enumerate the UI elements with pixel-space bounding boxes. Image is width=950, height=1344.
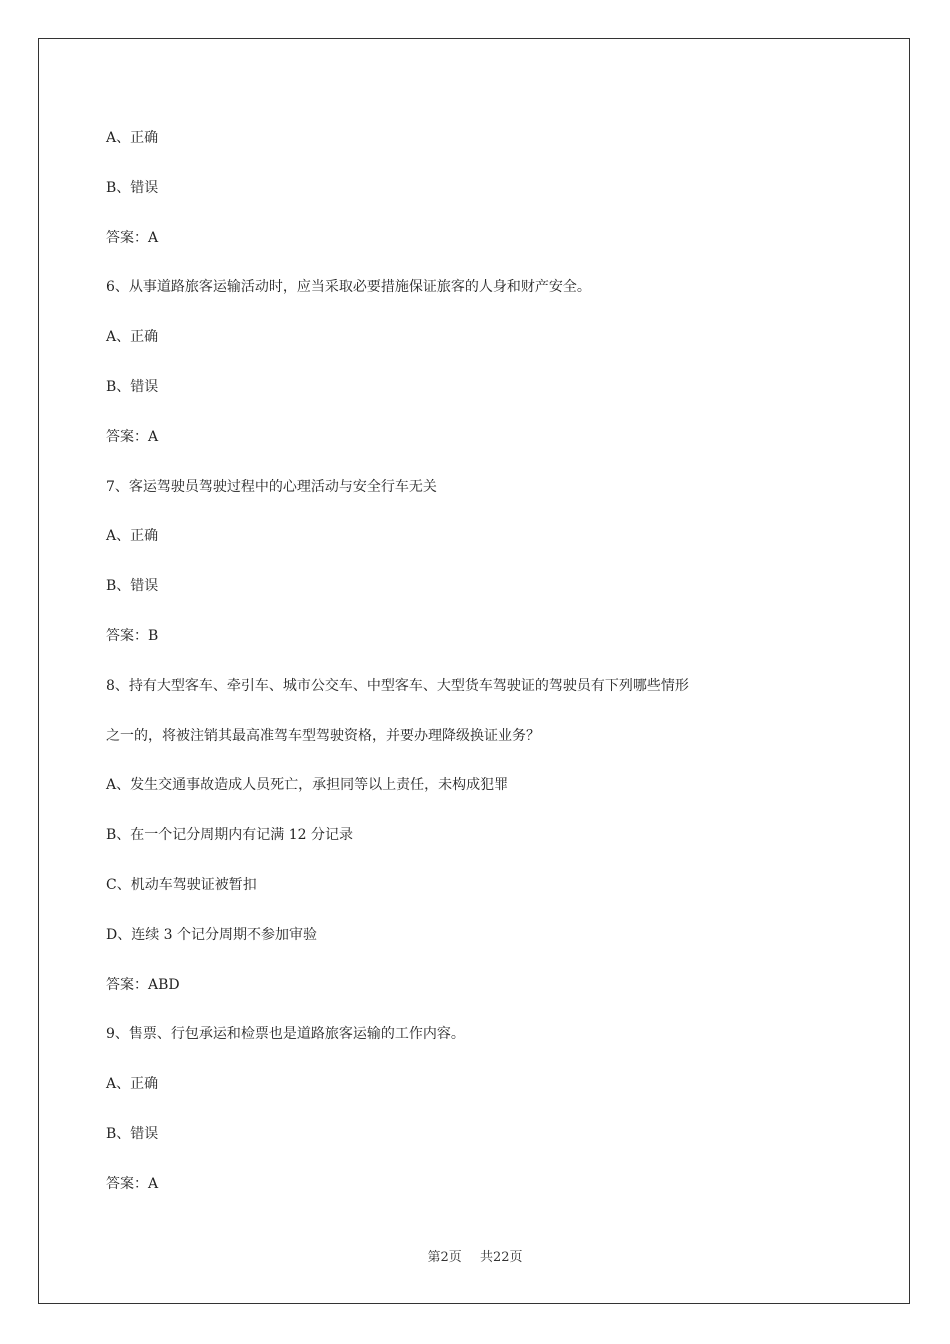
document-body	[106, 121, 786, 1217]
option-c: C、机动车驾驶证被暂扣	[106, 876, 257, 893]
option-b: B、错误	[106, 378, 159, 395]
answer: 答案：A	[106, 229, 159, 246]
question-7: 7、客运驾驶员驾驶过程中的心理活动与安全行车无关	[106, 478, 437, 495]
question-8-line-1: 8、持有大型客车、牵引车、城市公交车、中型客车、大型货车驾驶证的驾驶员有下列哪些情形	[106, 677, 689, 694]
option-b: B、错误	[106, 179, 159, 196]
option-b: B、错误	[106, 1125, 159, 1142]
answer: 答案：A	[106, 1175, 159, 1192]
answer: 答案：B	[106, 627, 159, 644]
option-a: A、正确	[106, 528, 159, 545]
option-a: A、发生交通事故造成人员死亡，承担同等以上责任，未构成犯罪	[106, 777, 509, 794]
answer: 答案：A	[106, 428, 159, 445]
page-total: 共22页	[479, 1250, 523, 1265]
question-6: 6、从事道路旅客运输活动时，应当采取必要措施保证旅客的人身和财产安全。	[106, 279, 591, 296]
option-b: B、错误	[106, 578, 159, 595]
option-b: B、在一个记分周期内有记满 12 分记录	[106, 827, 354, 844]
question-9: 9、售票、行包承运和检票也是道路旅客运输的工作内容。	[106, 1026, 465, 1043]
page-footer	[0, 1246, 950, 1265]
option-a: A、正确	[106, 1076, 159, 1093]
option-a: A、正确	[106, 130, 159, 146]
answer: 答案：ABD	[106, 976, 180, 993]
option-a: A、正确	[106, 329, 159, 346]
question-8-line-2: 之一的，将被注销其最高准驾车型驾驶资格，并要办理降级换证业务？	[106, 727, 540, 744]
page-number: 第2页	[427, 1250, 462, 1265]
option-d: D、连续 3 个记分周期不参加审验	[106, 926, 318, 943]
